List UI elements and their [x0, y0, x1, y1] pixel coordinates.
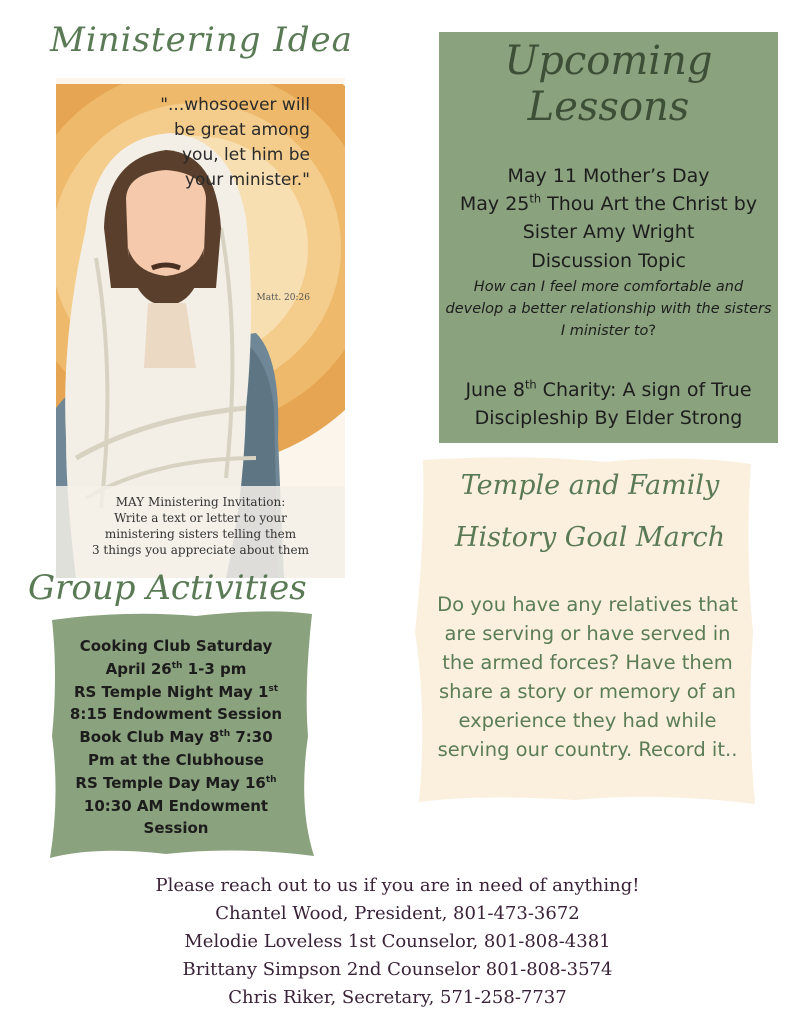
upcoming-lessons-panel	[439, 32, 778, 443]
lesson-item-speaker: Discipleship By Elder Strong	[474, 407, 743, 429]
contact-line: Chris Riker, Secretary, 571-258-7737	[228, 987, 567, 1008]
activity-line: RS Temple Day May 16th	[75, 773, 277, 792]
lesson-item: June 8th Charity: A sign of True	[465, 377, 752, 401]
poster-citation: Matt. 20:26	[256, 293, 310, 303]
activity-line: RS Temple Night May 1st	[73, 682, 279, 701]
activity-line: April 26th 1-3 pm	[105, 659, 247, 678]
upcoming-lessons-title	[439, 38, 778, 130]
lesson-item: May 11 Mother’s Day	[507, 165, 710, 187]
contact-line: Brittany Simpson 2nd Counselor 801-808-3574	[182, 959, 613, 980]
poster-caption	[56, 486, 345, 578]
poster-quote: "...whosoever will be great among you, let him be your minister."	[160, 95, 310, 190]
ministering-poster	[56, 78, 345, 578]
group-activities-title: Group Activities	[28, 568, 307, 608]
caption-line: ministering sisters telling them	[104, 527, 297, 541]
discussion-topic-label: Discussion Topic	[531, 250, 686, 272]
ministering-idea-title: Ministering Idea	[50, 20, 353, 60]
footer-intro: Please reach out to us if you are in need of anything!	[155, 875, 640, 896]
activities-list	[60, 635, 292, 840]
caption-line: MAY Ministering Invitation:	[115, 495, 286, 509]
lesson-item-speaker: Sister Amy Wright	[522, 221, 695, 243]
activity-line: 10:30 AM Endowment	[83, 796, 269, 815]
activity-line: Cooking Club Saturday	[79, 637, 273, 655]
activity-line: Book Club May 8th 7:30	[79, 728, 273, 747]
temple-family-history-title	[420, 460, 760, 564]
temple-title-line1: Temple and Family	[460, 470, 720, 501]
contact-line: Melodie Loveless 1st Counselor, 801-808-4381	[184, 931, 611, 952]
lessons-title-line1: Upcoming	[504, 38, 713, 84]
activity-line: Session	[143, 819, 209, 838]
activity-line: Pm at the Clubhouse	[88, 750, 264, 769]
temple-goal-text: Do you have any relatives that are serving or have served in the armed forces? Have them share a story or memory of an experience they had while serving our country. Record it..	[437, 593, 738, 761]
contact-footer	[0, 872, 795, 1012]
lessons-title-line2: Lessons	[527, 84, 690, 130]
caption-line: 3 things you appreciate about them	[91, 543, 310, 557]
temple-title-line2: History Goal March	[454, 522, 726, 553]
contact-line: Chantel Wood, President, 801-473-3672	[215, 903, 580, 924]
lesson-item: May 25th Thou Art the Christ by	[459, 191, 758, 215]
caption-line: Write a text or letter to your	[114, 511, 287, 525]
activity-line: 8:15 Endowment Session	[69, 705, 283, 724]
discussion-question: How can I feel more comfortable and develop a better relationship with the sisters I minister to?	[445, 279, 772, 339]
